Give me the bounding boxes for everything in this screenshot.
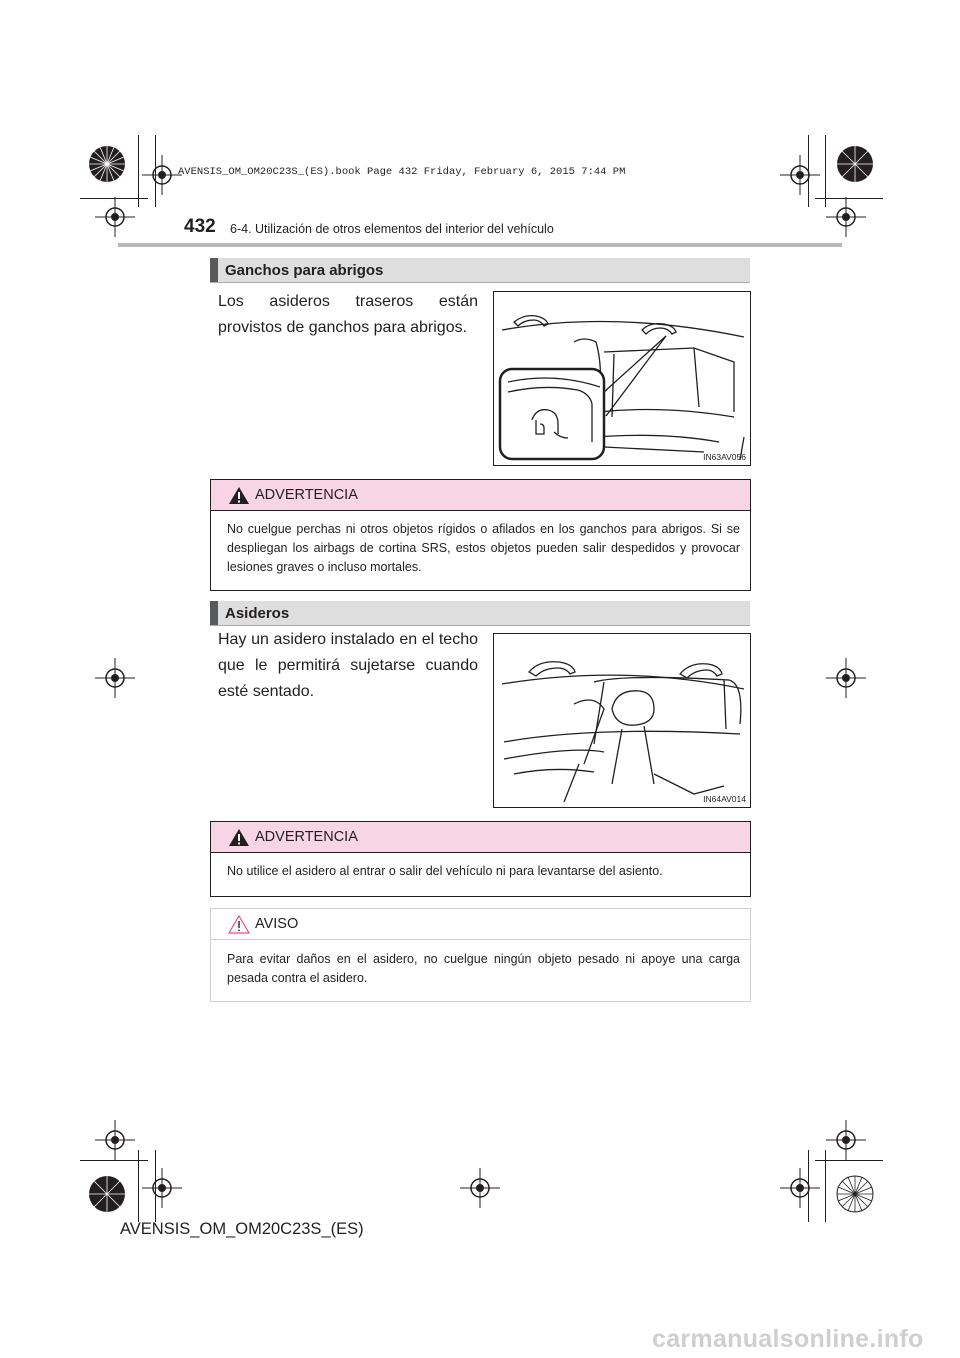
crosshair-mark-icon: [780, 155, 820, 195]
section-title: Ganchos para abrigos: [225, 262, 384, 279]
warning-triangle-icon: [228, 828, 250, 847]
crosshair-mark-icon: [142, 155, 182, 195]
crosshair-mark-icon: [460, 1168, 500, 1208]
starburst-mark-icon: [88, 145, 126, 183]
crosshair-mark-icon: [95, 197, 135, 237]
coat-hook-illustration: [493, 291, 751, 466]
crosshair-mark-icon: [142, 1168, 182, 1208]
section-body-text: Hay un asidero instalado en el techo que le permitirá sujetarse cuando esté sentado.: [218, 631, 478, 700]
crosshair-mark-icon: [826, 197, 866, 237]
warning-triangle-icon: [228, 486, 250, 505]
section-heading-grab-handles: [210, 601, 750, 626]
section-title: Asideros: [225, 605, 290, 622]
section-accent: [210, 258, 218, 282]
warning-label: ADVERTENCIA: [255, 829, 358, 845]
section-heading-coat-hooks: [210, 258, 750, 283]
notice-label: AVISO: [255, 916, 299, 932]
book-info-line: AVENSIS_OM_OM20C23S_(ES).book Page 432 Friday, February 6, 2015 7:44 PM: [178, 166, 626, 178]
page-number: 432: [184, 216, 216, 237]
crosshair-mark-icon: [826, 658, 866, 698]
crosshair-mark-icon: [780, 1168, 820, 1208]
starburst-mark-icon: [836, 1175, 874, 1213]
crosshair-mark-icon: [95, 1120, 135, 1160]
chapter-heading: 6-4. Utilización de otros elementos del interior del vehículo: [230, 222, 554, 236]
section-body-text: Los asideros traseros están provistos de ganchos para abrigos.: [218, 293, 478, 336]
caution-triangle-icon: [228, 915, 250, 934]
crosshair-mark-icon: [95, 658, 135, 698]
figure-code: IN63AV056: [703, 452, 746, 462]
warning-label: ADVERTENCIA: [255, 487, 358, 503]
warning-box: [210, 479, 751, 591]
warning-box: [210, 821, 751, 897]
figure-code: IN64AV014: [703, 794, 746, 804]
warning-text: No cuelgue perchas ni otros objetos rígidos o afilados en los ganchos para abrigos. Si se despliegan los airbags de cortina SRS, estos objetos pueden salir despedidos y provocar lesiones graves o incluso mortales.: [227, 522, 740, 574]
watermark: carmanualsonline.info: [652, 1325, 924, 1353]
starburst-mark-icon: [836, 145, 874, 183]
starburst-mark-icon: [88, 1175, 126, 1213]
notice-box: [210, 908, 751, 1002]
grab-handle-illustration: [493, 633, 751, 808]
warning-text: No utilice el asidero al entrar o salir del vehículo ni para levantarse del asiento.: [227, 864, 663, 878]
crosshair-mark-icon: [826, 1120, 866, 1160]
header-rule: [118, 243, 842, 247]
footer-code: AVENSIS_OM_OM20C23S_(ES): [120, 1220, 364, 1238]
notice-text: Para evitar daños en el asidero, no cuelgue ningún objeto pesado ni apoye una carga pesada contra el asidero.: [227, 952, 740, 985]
section-accent: [210, 601, 218, 625]
